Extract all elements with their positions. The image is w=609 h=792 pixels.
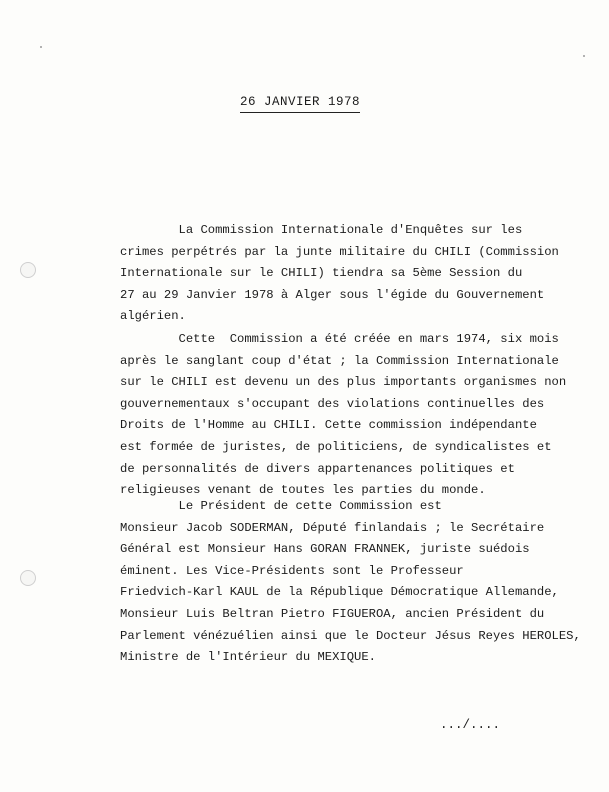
text-line: 27 au 29 Janvier 1978 à Alger sous l'égide du Gouvernement <box>120 287 545 302</box>
text-line: après le sanglant coup d'état ; la Commission Internationale <box>120 353 559 368</box>
text-line: Internationale sur le CHILI) tiendra sa 5ème Session du <box>120 266 523 281</box>
text-line: religieuses venant de toutes les parties du monde. <box>120 483 486 498</box>
text-line: algérien. <box>120 309 186 324</box>
punch-hole <box>20 570 36 586</box>
text-line: Ministre de l'Intérieur du MEXIQUE. <box>120 650 376 665</box>
text-line: éminent. Les Vice-Présidents sont le Professeur <box>120 563 464 578</box>
text-line: crimes perpétrés par la junte militaire du CHILI (Commission <box>120 244 559 259</box>
text-line: Général est Monsieur Hans GORAN FRANNEK, juriste suédois <box>120 542 530 557</box>
text-line: gouvernementaux s'occupant des violations continuelles des <box>120 396 545 411</box>
text-line: Monsieur Luis Beltran Pietro FIGUEROA, ancien Président du <box>120 606 545 621</box>
text-line: Droits de l'Homme au CHILI. Cette commission indépendante <box>120 418 537 433</box>
paper-speck <box>583 55 585 57</box>
text-line: sur le CHILI est devenu un des plus importants organismes non <box>120 375 567 390</box>
text-line: Parlement vénézuélien ainsi que le Docteur Jésus Reyes HEROLES, <box>120 628 581 643</box>
continuation-marker: .../.... <box>440 718 501 732</box>
paper-speck <box>40 46 42 48</box>
text-line: Cette Commission a été créée en mars 1974, six mois <box>120 332 559 346</box>
text-line: de personnalités de divers appartenances politiques et <box>120 461 515 476</box>
text-line: La Commission Internationale d'Enquêtes sur les <box>120 223 523 237</box>
paragraph-session-announcement <box>120 220 559 328</box>
document-date: 26 JANVIER 1978 <box>240 95 360 113</box>
punch-hole <box>20 262 36 278</box>
text-line: Le Président de cette Commission est <box>120 499 442 513</box>
paragraph-commission-history <box>120 329 567 502</box>
paragraph-commission-members <box>120 496 581 669</box>
text-line: Monsieur Jacob SODERMAN, Député finlandais ; le Secrétaire <box>120 520 545 535</box>
text-line: est formée de juristes, de politiciens, de syndicalistes et <box>120 439 552 454</box>
text-line: Friedvich-Karl KAUL de la République Démocratique Allemande, <box>120 585 559 600</box>
